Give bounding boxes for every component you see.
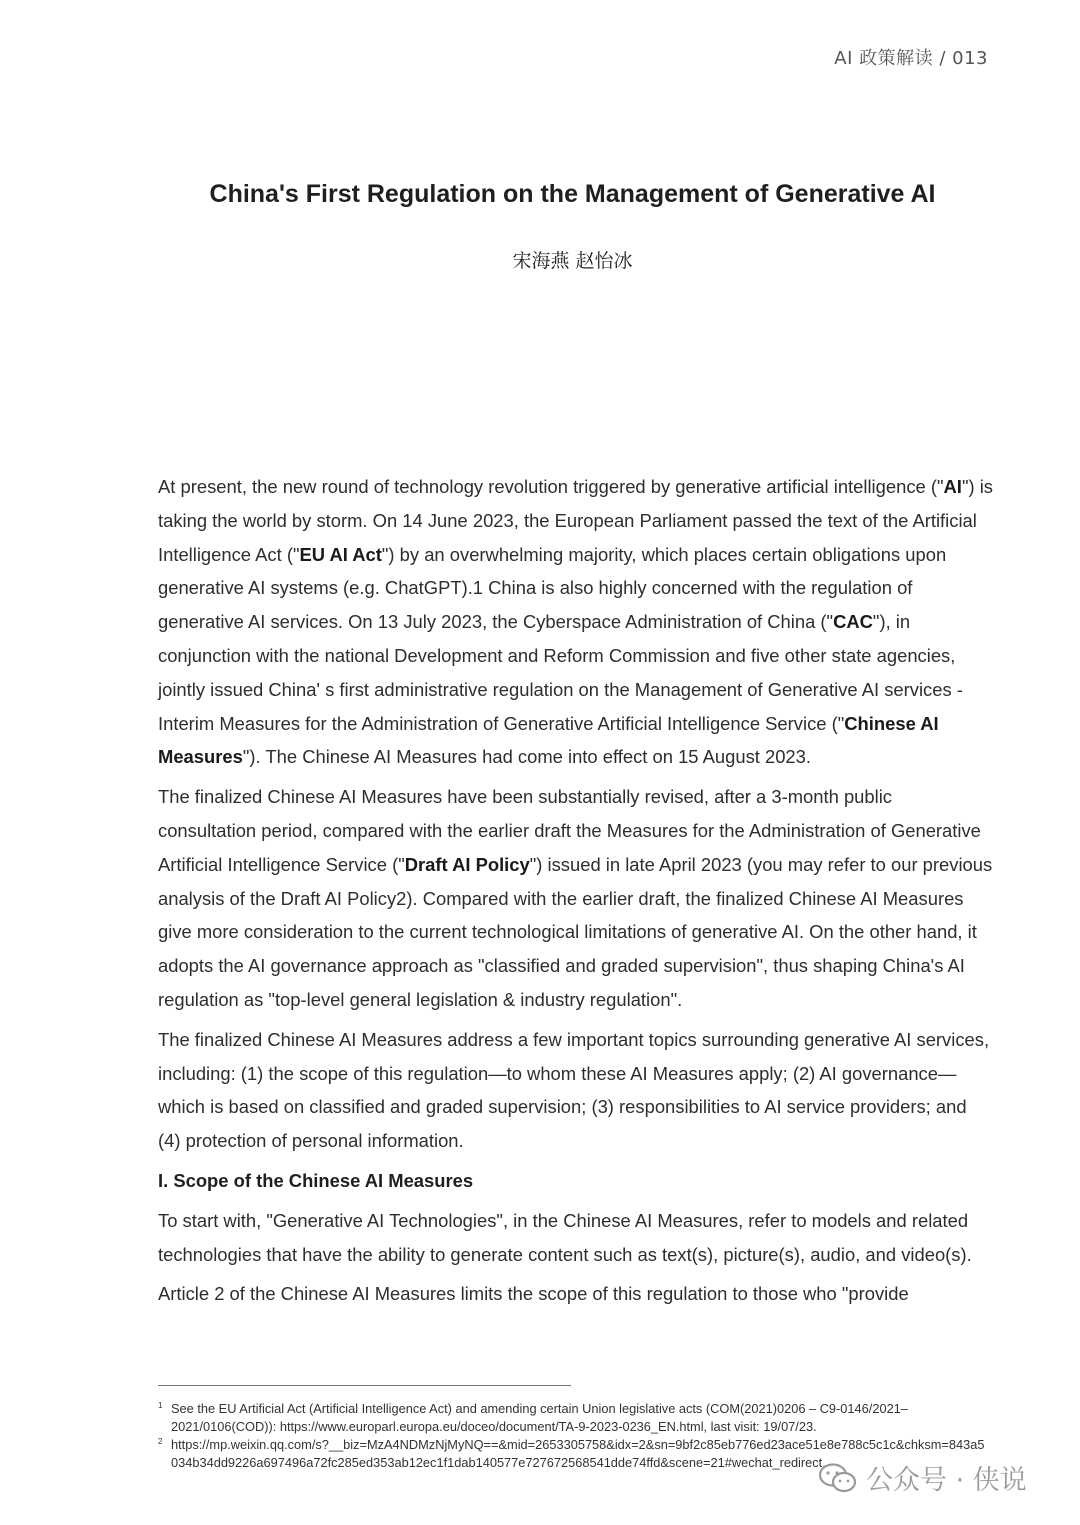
term-cac: CAC (833, 611, 873, 633)
article-authors: 宋海燕 赵怡冰 (512, 250, 633, 272)
footnote-1: 1 See the EU Artificial Act (Artificial Intelligence Act) and amending certain Union legislative acts (COM(2021)0206 – C9-0146/2021–2021/0106(COD)): https://www.europarl.europa.eu/doceo/document/TA-9-2023-0236_EN.html, last visit: 19/07/23. (158, 1401, 908, 1434)
article-title: China's First Regulation on the Management of Generative AI (209, 180, 936, 208)
watermark (818, 1458, 1027, 1497)
footnote-divider (158, 1385, 571, 1386)
paragraph-definition: To start with, "Generative AI Technologies", in the Chinese AI Measures, refer to models and related technologies that have the ability to generate content such as text(s), picture(s), audio, and video(s). (158, 1209, 972, 1265)
article-body (158, 470, 994, 1317)
footnote-2: 2 https://mp.weixin.qq.com/s?__biz=MzA4NDMzNjMyNQ==&mid=2653305758&idx=2&sn=9bf2c85eb776ed23ace51e8e788c5c1c&chksm=843a5034b34dd9226a697496a72fc285ed353ab12ec1f1dab140577e727672568541dde74ffd&scene=21#wechat_redirect. (158, 1437, 985, 1470)
paragraph-topics: The finalized Chinese AI Measures address a few important topics surrounding generative AI services, including: (1) the scope of this regulation—to whom these AI Measures apply; (2) AI governance—which is based on classified and graded supervision; (3) responsibilities to AI service providers; and (4) protection of personal information. (158, 1028, 990, 1152)
term-ai: AI (943, 476, 962, 497)
section-heading: I. Scope of the Chinese AI Measures (158, 1169, 474, 1191)
paragraph-revisions: The finalized Chinese AI Measures have been substantially revised, after a 3-month public consultation period, compared with the earlier draft the Measures for the Administration of Generative Artificial Intelligence Service ("Draft AI Policy") issued in late April 2023 (you may refer to our previous analysis of the Draft AI Policy2). Compared with the earlier draft, the finalized Chinese AI Measures give more consideration to the current technological limitations of generative AI. On the other hand, it adopts the AI governance approach as "classified and graded supervision", thus shaping China's AI regulation as "top-level general legislation & industry regulation". (158, 786, 993, 1010)
term-chinese-ai-measures: Chinese AI Measures (158, 712, 939, 768)
running-header: AI 政策解读 / 013 (834, 48, 988, 69)
term-eu-ai-act: EU AI Act (299, 543, 382, 565)
term-draft-ai-policy: Draft AI Policy (404, 853, 530, 875)
wechat-icon (818, 1462, 858, 1494)
paragraph-intro: At present, the new round of technology revolution triggered by generative artificial intelligence ("AI") is taking the world by storm. On 14 June 2023, the European Parliament passed the text of the Artificial Intelligence Act ("EU AI Act") by an overwhelming majority, which places certain obligations upon generative AI systems (e.g. ChatGPT).1 China is also highly concerned with the regulation of generative AI services. On 13 July 2023, the Cyberspace Administration of China ("CAC"), in conjunction with the national Development and Reform Commission and five other state agencies, jointly issued China' s first administrative regulation on the Management of Generative AI services - Interim Measures for the Administration of Generative Artificial Intelligence Service ("Chinese AI Measures"). The Chinese AI Measures had come into effect on 15 August 2023. (158, 476, 993, 768)
paragraph-article-2: Article 2 of the Chinese AI Measures limits the scope of this regulation to those who "provide (158, 1283, 909, 1305)
watermark-text: 公众号 · 侠说 (866, 1465, 1027, 1496)
